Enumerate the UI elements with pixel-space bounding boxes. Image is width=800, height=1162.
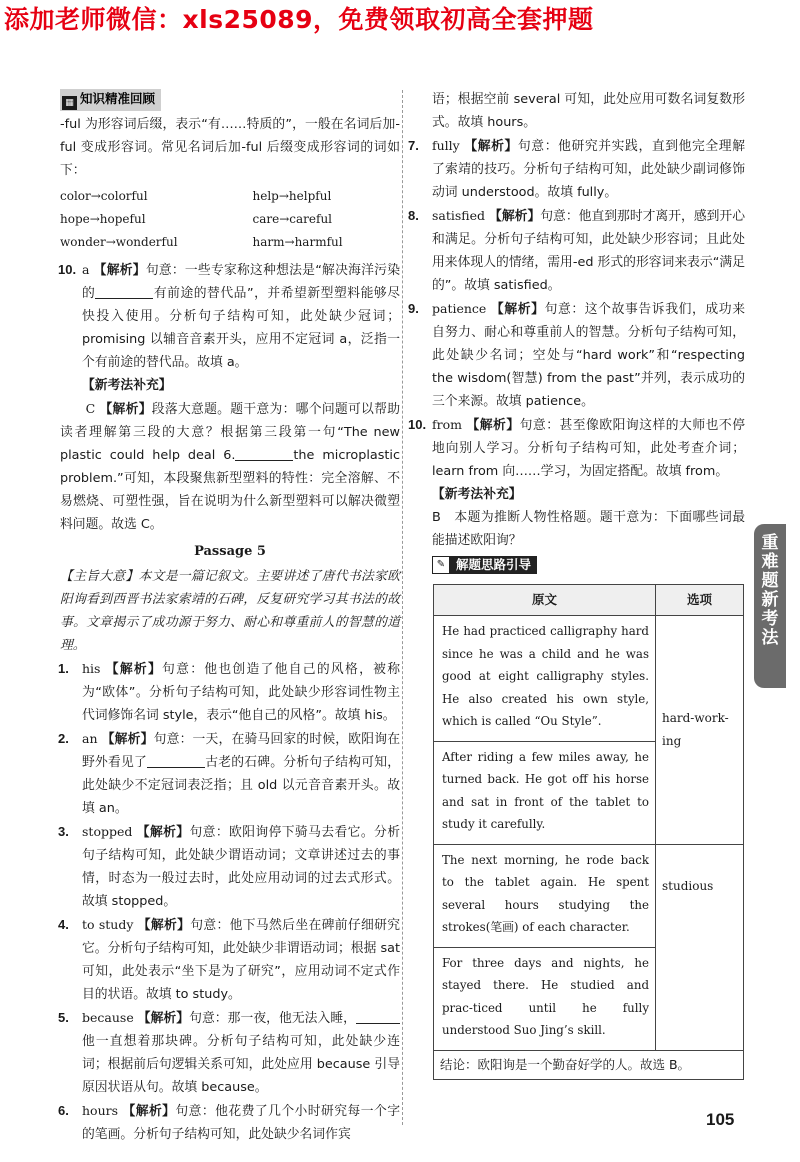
right-column [410,88,745,575]
table-header-row [434,585,744,616]
answer-item-9: 9. patience 【解析】句意：这个故事告诉我们，成功来自努力、耐心和尊重前人的智慧。分析句子结构可知，此处缺少名词；空处与“hard work”和“respecting the wisdom(智慧) from the past”并列，表示成功的三个来源。故填 patience。 [408,301,746,409]
answer-item-8: 8. satisfied 【解析】句意：他直到那时才离开，感到开心和满足。分析句子结构可知，此处缺少形容词；且此处用来体现人的情绪，需用-ed 形式的形容词来表示“满足的”。故填 satisfied。 [408,208,746,293]
source-cell: After riding a few miles away, he turned back. He got off his horse and sat in front of the tablet to study it carefully. [434,741,656,844]
blank-line [147,753,205,768]
answer-item-4: 4. to study 【解析】句意：他下马然后坐在碑前仔细研究它。分析句子结构可知，此处缺少非谓语动词；根据 sat 可知，此处表示“坐下是为了研究”，应用动词不定式作目的状语。故填 to study。 [58,917,401,1002]
review-text: -ful 为形容词后缀，表示“有……特质的”，一般在名词后加-ful 变成形容词。常见名词后加-ful 后缀变成形容词的词如下： [60,117,400,178]
answer-item-5: 5. because 【解析】句意：那一夜，他无法入睡，他一直想着那块碑。分析句子结构可知，此处缺少连词；根据前后句逻辑关系可知，此处应用 because 引导原因状语从句。故填 because。 [58,1010,400,1095]
answer-item-3: 3. stopped 【解析】句意：欧阳询停下骑马去看它。分析句子结构可知，此处缺少谓语动词；文章讲述过去的事情，时态为一般过去时，此处应用动词的过去式形式。故填 stopped。 [58,824,401,909]
answer-item-1: 1. his 【解析】句意：他也创造了他自己的风格，被称为“欧体”。分析句子结构可知，此处缺少形容词性物主代词修饰名词 style，表示“他自己的风格”。故填 his。 [58,661,401,723]
conclusion-row [434,1050,744,1080]
word-form-table [60,185,400,254]
answer-item-10: 10. a 【解析】句意：一些专家称这种想法是“解决海洋污染的 有前途的替代品”，并希望新型塑料能够尽快投入使用。分析句子结构可知，此处缺少冠词；promising 以辅音音素开头，应用不定冠词 a，泛指一个有前途的替代品。故填 a。 [58,262,400,370]
column-divider [402,90,403,1125]
blank-line [95,284,153,299]
source-cell: For three days and nights, he stayed there. He studied and prac-ticed until he fully understood Suo Jing’s skill. [434,947,656,1050]
supplement-label: 【新考法补充】 [82,378,172,393]
review-section-tag: ▦ 知识精准回顾 [60,89,161,111]
source-cell: The next morning, he rode back to the tablet again. He spent several hours studying the strokes(笔画) of each character. [434,844,656,947]
book-icon: ▦ [62,96,77,110]
header-option: 选项 [656,585,744,616]
answer-item-7: 7. fully 【解析】句意：他研究并实践，直到他完全理解了索靖的技巧。分析句子结构可知，此处缺少副词修饰动词 understood。故填 fully。 [408,138,746,200]
header-source: 原文 [434,585,656,616]
word-form-row: hope→hopeful care→careful [60,212,333,226]
pencil-icon: ✎ [432,556,450,574]
passage-summary: 【主旨大意】本文是一篇记叙文。主要讲述了唐代书法家欧阳询看到西晋书法家索靖的石碑，反复研究学习其书法的故事。文章揭示了成功源于努力、耐心和尊重前人的智慧的道理。 [60,569,400,653]
promo-banner: 添加老师微信：xls25089，免费领取初高全套押题 [4,5,594,34]
supplement-b: B 本题为推断人物性格题。题干意为：下面哪些词最能描述欧阳询？ [432,510,745,548]
conclusion-cell: 结论：欧阳询是一个勤奋好学的人。故选 B。 [434,1050,744,1080]
word-form-row: color→colorful help→helpful [60,189,332,203]
passage-title: Passage 5 [194,544,266,559]
supplement-label-right: 【新考法补充】 [432,487,522,502]
answer-item-6: 6. hours 【解析】句意：他花费了几个小时研究每一个字的笔画。分析句子结构可知，此处缺少名词作宾 [58,1103,401,1142]
blank-line [235,446,293,461]
left-column [60,88,400,1146]
page-number: 105 [706,1110,735,1129]
answer-item-10b: 10. from 【解析】句意：甚至像欧阳询这样的大师也不停地向别人学习。分析句子结构可知，此处考查介词；learn from 向……学习，为固定搭配。故填 from。 [408,417,746,479]
answer-item-6-continued: 语；根据空前 several 可知，此处应用可数名词复数形式。故填 hours。 [432,92,745,130]
word-form-row: wonder→wonderful harm→harmful [60,235,343,249]
source-cell: He had practiced calligraphy hard since he was a child and he was good at eight calligraphy styles. He also created his own style, which is called “Ou Style”. [434,616,656,742]
guide-section-tag: ✎ 解题思路引导 [432,556,537,574]
blank-line [356,1009,400,1024]
table-row [434,616,744,742]
table-row [434,844,744,947]
option-cell: hard-work-ing [656,616,744,845]
option-cell: studious [656,844,744,1050]
section-side-tab: 重 难 题 新 考 法 [754,524,786,688]
analysis-table [433,584,744,1080]
supplement-c: C 【解析】段落大意题。题干意为：哪个问题可以帮助读者理解第三段的大意？根据第三段第一句“The new plastic could help deal 6. the microplastic problem.”可知，本段聚焦新型塑料的特性：完全溶解、不易燃烧、可塑性强，旨在说明为什么新型塑料可以解决微塑料问题。故选 C。 [60,401,401,532]
answer-item-2: 2. an 【解析】句意：一天，在骑马回家的时候，欧阳询在野外看见了 古老的石碑。分析句子结构可知，此处缺少不定冠词表泛指；且 old 以元音音素开头。故填 an。 [58,731,401,816]
